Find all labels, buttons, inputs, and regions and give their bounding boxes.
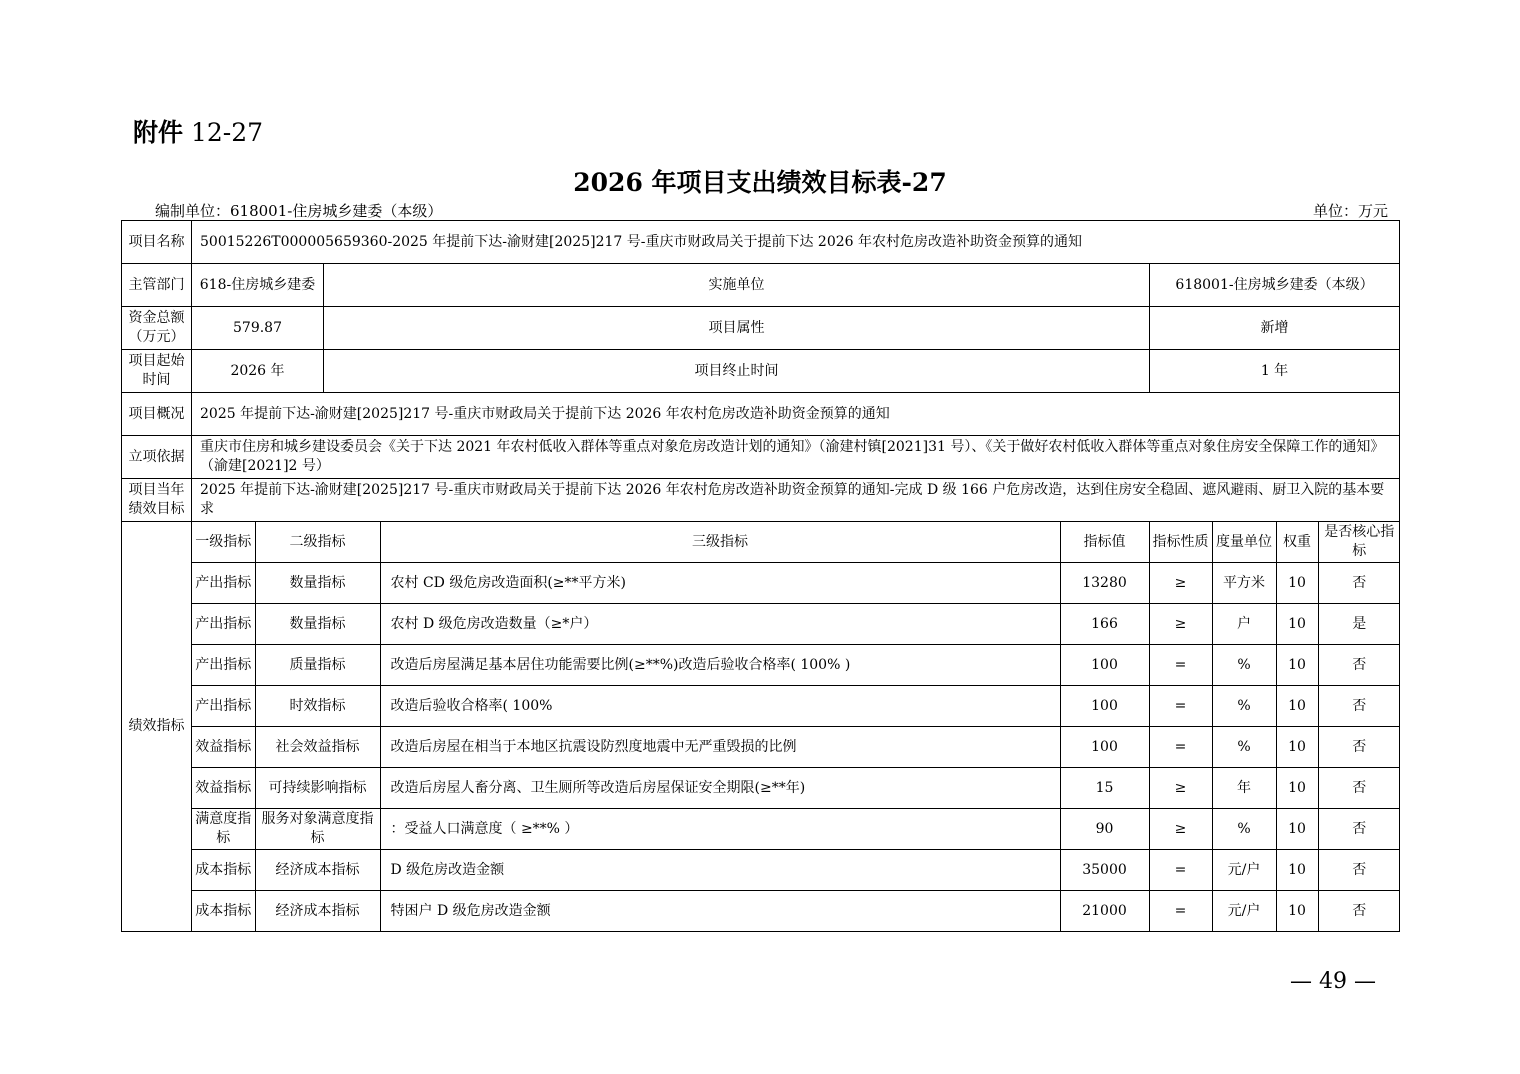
- indicator-l2: 可持续影响指标: [255, 768, 380, 809]
- indicator-core: 否: [1318, 563, 1400, 604]
- indicator-nature: =: [1149, 645, 1212, 686]
- indicator-l1: 产出指标: [192, 686, 255, 727]
- indicator-l1: 产出指标: [192, 604, 255, 645]
- prep-unit: 编制单位：618001-住房城乡建委（本级）: [155, 202, 443, 220]
- indicator-unit: 户: [1212, 604, 1276, 645]
- indicator-l3: 改造后验收合格率( 100%: [380, 686, 1060, 727]
- attr-label: 项目属性: [324, 307, 1150, 350]
- start-label: 项目起始时间: [122, 350, 192, 393]
- indicator-l3: 改造后房屋人畜分离、卫生厕所等改造后房屋保证安全期限(≥**年): [380, 768, 1060, 809]
- row-funds: [122, 307, 1400, 350]
- indicator-unit: %: [1212, 686, 1276, 727]
- indicator-l2: 数量指标: [255, 604, 380, 645]
- header-nature: 指标性质: [1149, 522, 1212, 563]
- indicator-nature: =: [1149, 686, 1212, 727]
- indicator-l3: ：受益人口满意度（ ≥**% ）: [380, 809, 1060, 850]
- indicator-cell: [192, 522, 1400, 932]
- indicator-core: 否: [1318, 645, 1400, 686]
- indicator-l2: 服务对象满意度指标: [255, 809, 380, 850]
- indicator-core: 否: [1352, 902, 1367, 919]
- row-goal: [122, 479, 1400, 522]
- indicator-unit: %: [1212, 645, 1276, 686]
- project-name-label: 项目名称: [122, 221, 192, 264]
- indicator-unit: 元/户: [1212, 850, 1276, 891]
- indicator-l1: 效益指标: [192, 727, 255, 768]
- indicator-value: 166: [1060, 604, 1149, 645]
- indicator-core: 否: [1318, 850, 1400, 891]
- header-l3: 三级指标: [380, 522, 1060, 563]
- table-row: [192, 727, 1400, 768]
- goal-label: 项目当年绩效目标: [122, 479, 192, 522]
- table-row: [192, 809, 1400, 850]
- header-weight: 权重: [1276, 522, 1318, 563]
- end-value: 1 年: [1150, 350, 1400, 393]
- basis-value: 重庆市住房和城乡建设委员会《关于下达 2021 年农村低收入群体等重点对象危房改造计划的通知》（渝建村镇[2021]31 号）、《关于做好农村低收入群体等重点对象住房安全保障工作的通知》（渝建[2021]2 号）: [192, 436, 1400, 479]
- table-row: [192, 604, 1400, 645]
- table-row: [192, 891, 1400, 932]
- performance-table: [121, 220, 1400, 932]
- goal-value: 2025 年提前下达-渝财建[2025]217 号-重庆市财政局关于提前下达 2026 年农村危房改造补助资金预算的通知-完成 D 级 166 户危房改造，达到住房安全稳固、遮风避雨、厨卫入院的基本要求: [192, 479, 1400, 522]
- indicator-value: 100: [1060, 686, 1149, 727]
- indicator-l2: 质量指标: [255, 645, 380, 686]
- start-value: 2026 年: [192, 350, 324, 393]
- indicator-l3: 农村 D 级危房改造数量（≥*户）: [380, 604, 1060, 645]
- indicator-value: 35000: [1060, 850, 1149, 891]
- indicator-weight: 10: [1276, 891, 1318, 932]
- indicator-value: 21000: [1060, 891, 1149, 932]
- indicator-l1: 效益指标: [192, 768, 255, 809]
- indicator-table: [192, 522, 1400, 931]
- indicator-unit: %: [1212, 809, 1276, 850]
- row-dept: [122, 264, 1400, 307]
- attachment-word: 附件: [133, 118, 184, 147]
- indicator-weight: 10: [1276, 563, 1318, 604]
- header-l2: 二级指标: [255, 522, 380, 563]
- indicator-value: 100: [1060, 727, 1149, 768]
- indicator-l1: 成本指标: [192, 850, 255, 891]
- indicator-unit: %: [1212, 727, 1276, 768]
- perf-label: 绩效指标: [122, 522, 192, 932]
- row-overview: [122, 393, 1400, 436]
- indicator-l2: 经济成本指标: [255, 850, 380, 891]
- indicator-unit: 年: [1212, 768, 1276, 809]
- table-row: [192, 768, 1400, 809]
- indicator-header-row: [192, 522, 1400, 563]
- indicator-nature: ≥: [1149, 809, 1212, 850]
- header-unit: 度量单位: [1212, 522, 1276, 563]
- indicator-l1: 产出指标: [192, 563, 255, 604]
- page-title: 2026 年项目支出绩效目标表-27: [573, 168, 947, 197]
- indicator-weight: 10: [1276, 686, 1318, 727]
- indicator-l2: 数量指标: [255, 563, 380, 604]
- indicator-nature: ≥: [1149, 768, 1212, 809]
- indicator-unit: 元/户: [1212, 891, 1276, 932]
- header-core: 是否核心指标: [1318, 522, 1400, 563]
- dept-label: 主管部门: [122, 264, 192, 307]
- page-number: — 49 —: [1290, 969, 1376, 994]
- indicator-l1: 产出指标: [192, 645, 255, 686]
- table-row: [192, 850, 1400, 891]
- indicator-unit: 平方米: [1212, 563, 1276, 604]
- indicator-l2: 经济成本指标: [255, 891, 380, 932]
- indicator-core: 否: [1318, 809, 1400, 850]
- indicator-l1: 满意度指标: [192, 809, 255, 850]
- indicator-nature: ≥: [1149, 604, 1212, 645]
- overview-value: 2025 年提前下达-渝财建[2025]217 号-重庆市财政局关于提前下达 2026 年农村危房改造补助资金预算的通知: [192, 393, 1400, 436]
- indicator-l3: 改造后房屋满足基本居住功能需要比例(≥**%)改造后验收合格率( 100% ): [380, 645, 1060, 686]
- indicator-weight: 10: [1276, 645, 1318, 686]
- attachment-label: [133, 113, 263, 149]
- project-name-value: 50015226T000005659360-2025 年提前下达-渝财建[2025]217 号-重庆市财政局关于提前下达 2026 年农村危房改造补助资金预算的通知: [192, 221, 1400, 264]
- attr-value: 新增: [1150, 307, 1400, 350]
- funds-label: 资金总额（万元）: [122, 307, 192, 350]
- header-value: 指标值: [1060, 522, 1149, 563]
- indicator-nature: ≥: [1149, 563, 1212, 604]
- dept-value: 618-住房城乡建委: [192, 264, 324, 307]
- attachment-number: 12-27: [190, 118, 264, 147]
- end-label: 项目终止时间: [324, 350, 1150, 393]
- row-indicators: [122, 522, 1400, 932]
- row-project-name: [122, 221, 1400, 264]
- indicator-weight: 10: [1276, 604, 1318, 645]
- table-row: [192, 686, 1400, 727]
- indicator-weight: 10: [1276, 850, 1318, 891]
- funds-value: 579.87: [192, 307, 324, 350]
- indicator-l2: 时效指标: [255, 686, 380, 727]
- indicator-nature: =: [1149, 727, 1212, 768]
- table-row: [192, 645, 1400, 686]
- basis-label: 立项依据: [122, 436, 192, 479]
- indicator-core: 否: [1318, 727, 1400, 768]
- header-l1: 一级指标: [192, 522, 255, 563]
- indicator-l3: 特困户 D 级危房改造金额: [380, 891, 1060, 932]
- indicator-value: 15: [1060, 768, 1149, 809]
- indicator-value: 90: [1060, 809, 1149, 850]
- indicator-weight: 10: [1276, 727, 1318, 768]
- indicator-core: 是: [1318, 604, 1400, 645]
- indicator-value: 100: [1060, 645, 1149, 686]
- indicator-l3: 改造后房屋在相当于本地区抗震设防烈度地震中无严重毁损的比例: [380, 727, 1060, 768]
- overview-label: 项目概况: [122, 393, 192, 436]
- impl-label: 实施单位: [324, 264, 1150, 307]
- indicator-nature: =: [1149, 891, 1212, 932]
- indicator-l2: 社会效益指标: [255, 727, 380, 768]
- indicator-core: 否: [1318, 768, 1400, 809]
- indicator-value: 13280: [1060, 563, 1149, 604]
- row-basis: [122, 436, 1400, 479]
- indicator-weight: 10: [1276, 768, 1318, 809]
- table-row: [192, 563, 1400, 604]
- row-time: [122, 350, 1400, 393]
- impl-value: 618001-住房城乡建委（本级）: [1150, 264, 1400, 307]
- indicator-l3: D 级危房改造金额: [380, 850, 1060, 891]
- money-unit: 单位：万元: [1312, 202, 1388, 220]
- indicator-l3: 农村 CD 级危房改造面积(≥**平方米): [380, 563, 1060, 604]
- indicator-weight: 10: [1276, 809, 1318, 850]
- indicator-l1: 成本指标: [192, 891, 255, 932]
- indicator-nature: =: [1149, 850, 1212, 891]
- indicator-core: 否: [1318, 686, 1400, 727]
